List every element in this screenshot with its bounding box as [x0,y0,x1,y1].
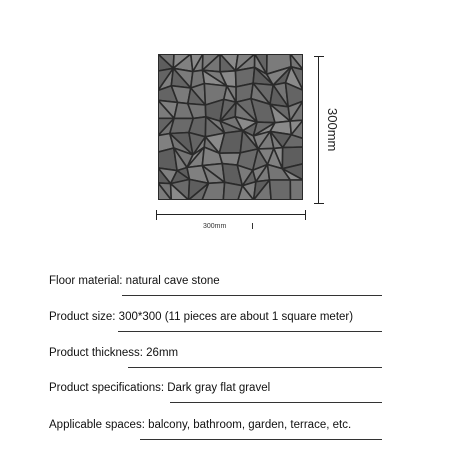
spec-underline [170,402,382,403]
vertical-dimension-label: 300mm [325,108,340,152]
spec-underline [122,295,382,296]
spec-underline [118,331,382,332]
spec-product-size: Product size: 300*300 (11 pieces are about 1 square meter) [49,311,354,323]
spec-product-thickness: Product thickness: 26mm [49,347,179,359]
stone-piece [270,180,291,200]
spec-underline [128,367,382,368]
spec-floor-material: Floor material: natural cave stone [49,275,220,287]
stone-tile-image [158,54,303,200]
spec-product-specifications: Product specifications: Dark gray flat gravel [49,382,271,394]
vertical-dimension-line [314,56,324,204]
spec-applicable-spaces: Applicable spaces: balcony, bathroom, garden, terrace, etc. [49,419,352,431]
spec-underline [140,439,382,440]
horizontal-dimension-label: 300mm [203,223,253,230]
stone-piece [290,180,303,200]
horizontal-dimension-line [156,210,306,220]
stone-pattern-graphic [158,54,303,200]
